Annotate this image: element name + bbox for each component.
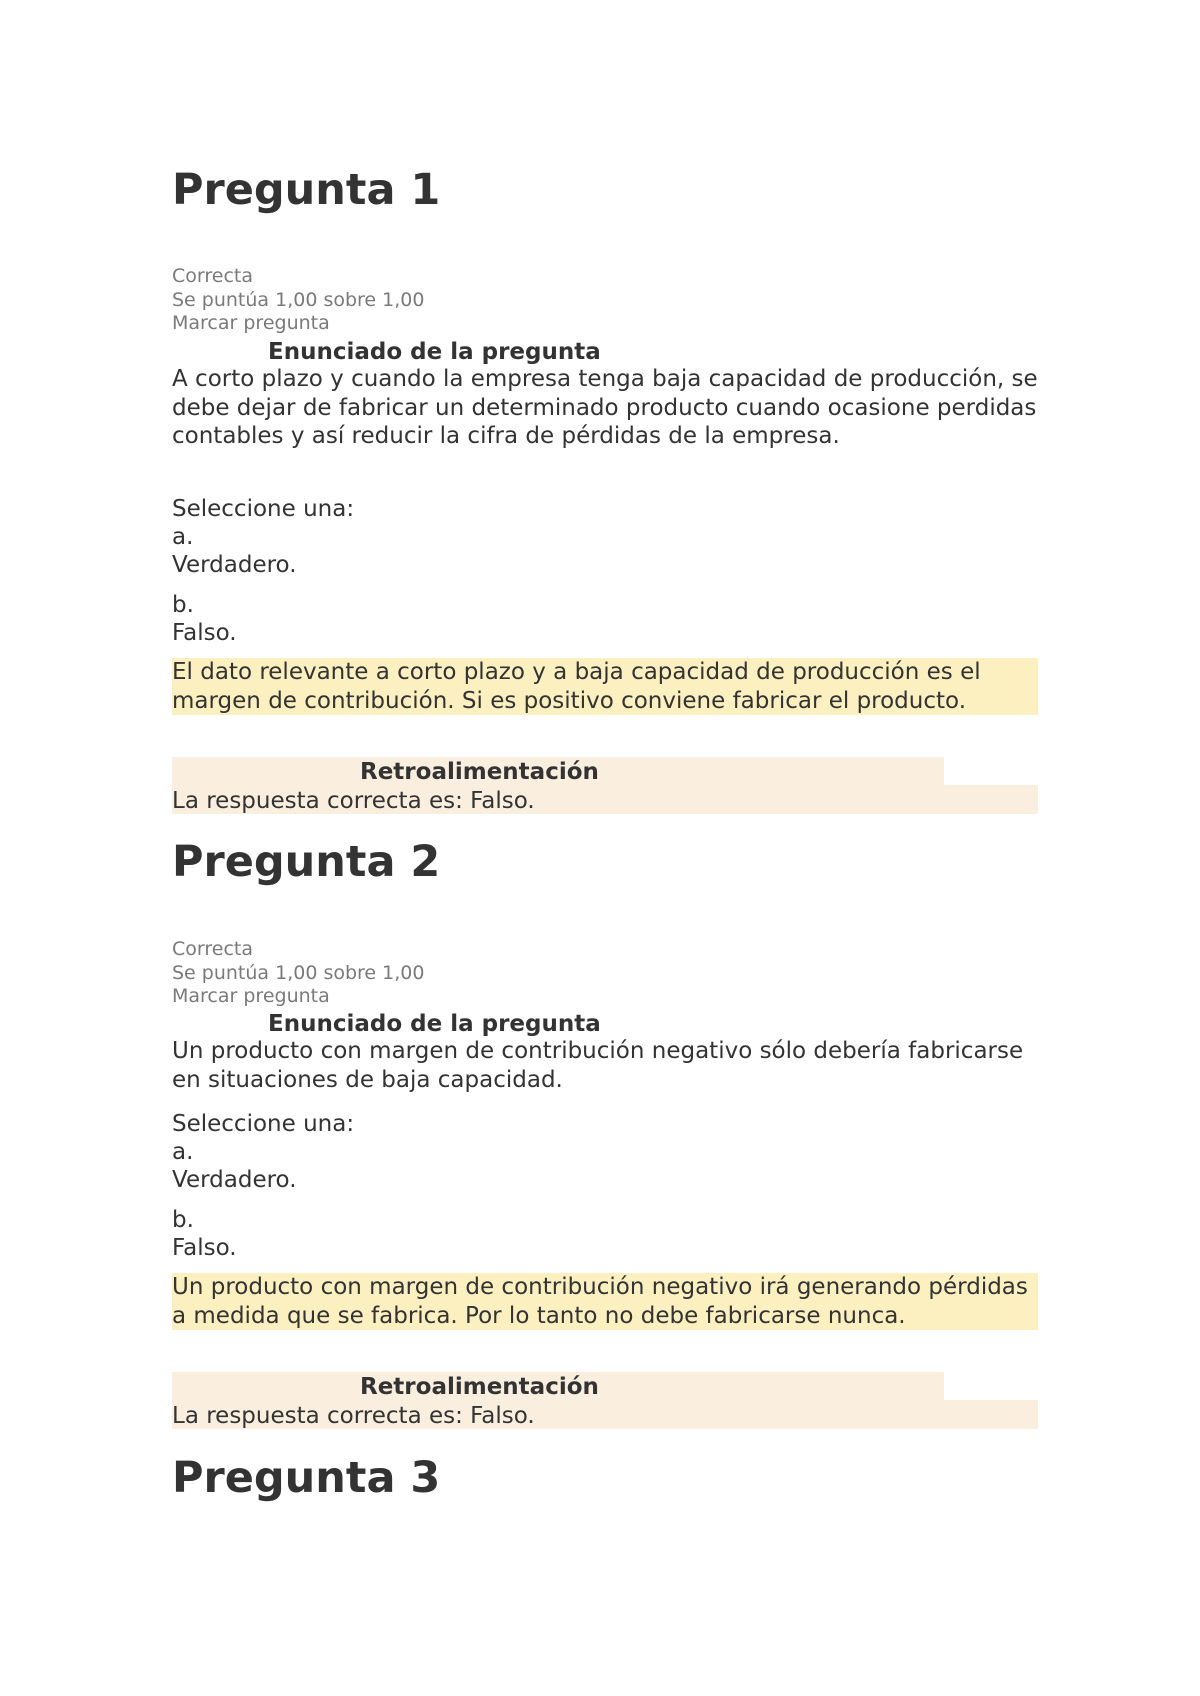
question-1-title: Pregunta 1 [172,165,441,215]
question-1-statement: A corto plazo y cuando la empresa tenga baja capacidad de producción, se debe dejar de fabricar un determinado producto cuando ocasione perdidas contables y así reducir la cifra de pérdidas de la empresa. [172,366,1038,449]
question-1-feedback-heading: Retroalimentación [360,759,599,785]
question-1-option-b-text[interactable]: Falso. [172,620,237,646]
question-2-info [172,938,424,1009]
question-2-statement: Un producto con margen de contribución negativo sólo debería fabricarse en situaciones de baja capacidad. [172,1038,1024,1093]
question-2-option-b-text[interactable]: Falso. [172,1235,237,1261]
question-1-explanation: El dato relevante a corto plazo y a baja capacidad de producción es el margen de contribución. Si es positivo conviene fabricar el producto. [172,658,1038,715]
question-1-info [172,265,424,336]
question-1-option-a-text[interactable]: Verdadero. [172,552,297,578]
question-1-select-prompt: Seleccione una: [172,496,355,522]
question-2-select-prompt: Seleccione una: [172,1111,355,1137]
question-1-feedback-heading-bar [172,757,944,785]
question-2-feedback: La respuesta correcta es: Falso. [172,1400,1038,1429]
question-1-statement-heading: Enunciado de la pregunta [268,339,601,365]
question-3-title: Pregunta 3 [172,1453,441,1503]
question-1-answer-options [172,495,354,647]
question-2-title: Pregunta 2 [172,837,441,887]
question-1-grade: Se puntúa 1,00 sobre 1,00 [172,288,425,311]
question-2-answer-options [172,1110,354,1262]
question-2-option-a-letter[interactable]: a. [172,1139,194,1165]
question-2-feedback-heading-bar [172,1372,944,1400]
question-1-option-b-letter[interactable]: b. [172,592,194,618]
question-1-option-a-letter[interactable]: a. [172,524,194,550]
question-2-feedback-heading: Retroalimentación [360,1374,599,1400]
question-2-grade: Se puntúa 1,00 sobre 1,00 [172,961,425,984]
question-1-state: Correcta [172,265,253,287]
question-2-explanation: Un producto con margen de contribución negativo irá generando pérdidas a medida que se fabrica. Por lo tanto no debe fabricarse nunca. [172,1273,1038,1330]
question-2-statement-heading: Enunciado de la pregunta [268,1011,601,1037]
question-1-feedback: La respuesta correcta es: Falso. [172,785,1038,814]
question-2-state: Correcta [172,938,253,960]
question-1-flag-link[interactable]: Marcar pregunta [172,312,330,334]
question-2-flag-link[interactable]: Marcar pregunta [172,985,330,1007]
question-2-option-a-text[interactable]: Verdadero. [172,1167,297,1193]
question-2-option-b-letter[interactable]: b. [172,1207,194,1233]
